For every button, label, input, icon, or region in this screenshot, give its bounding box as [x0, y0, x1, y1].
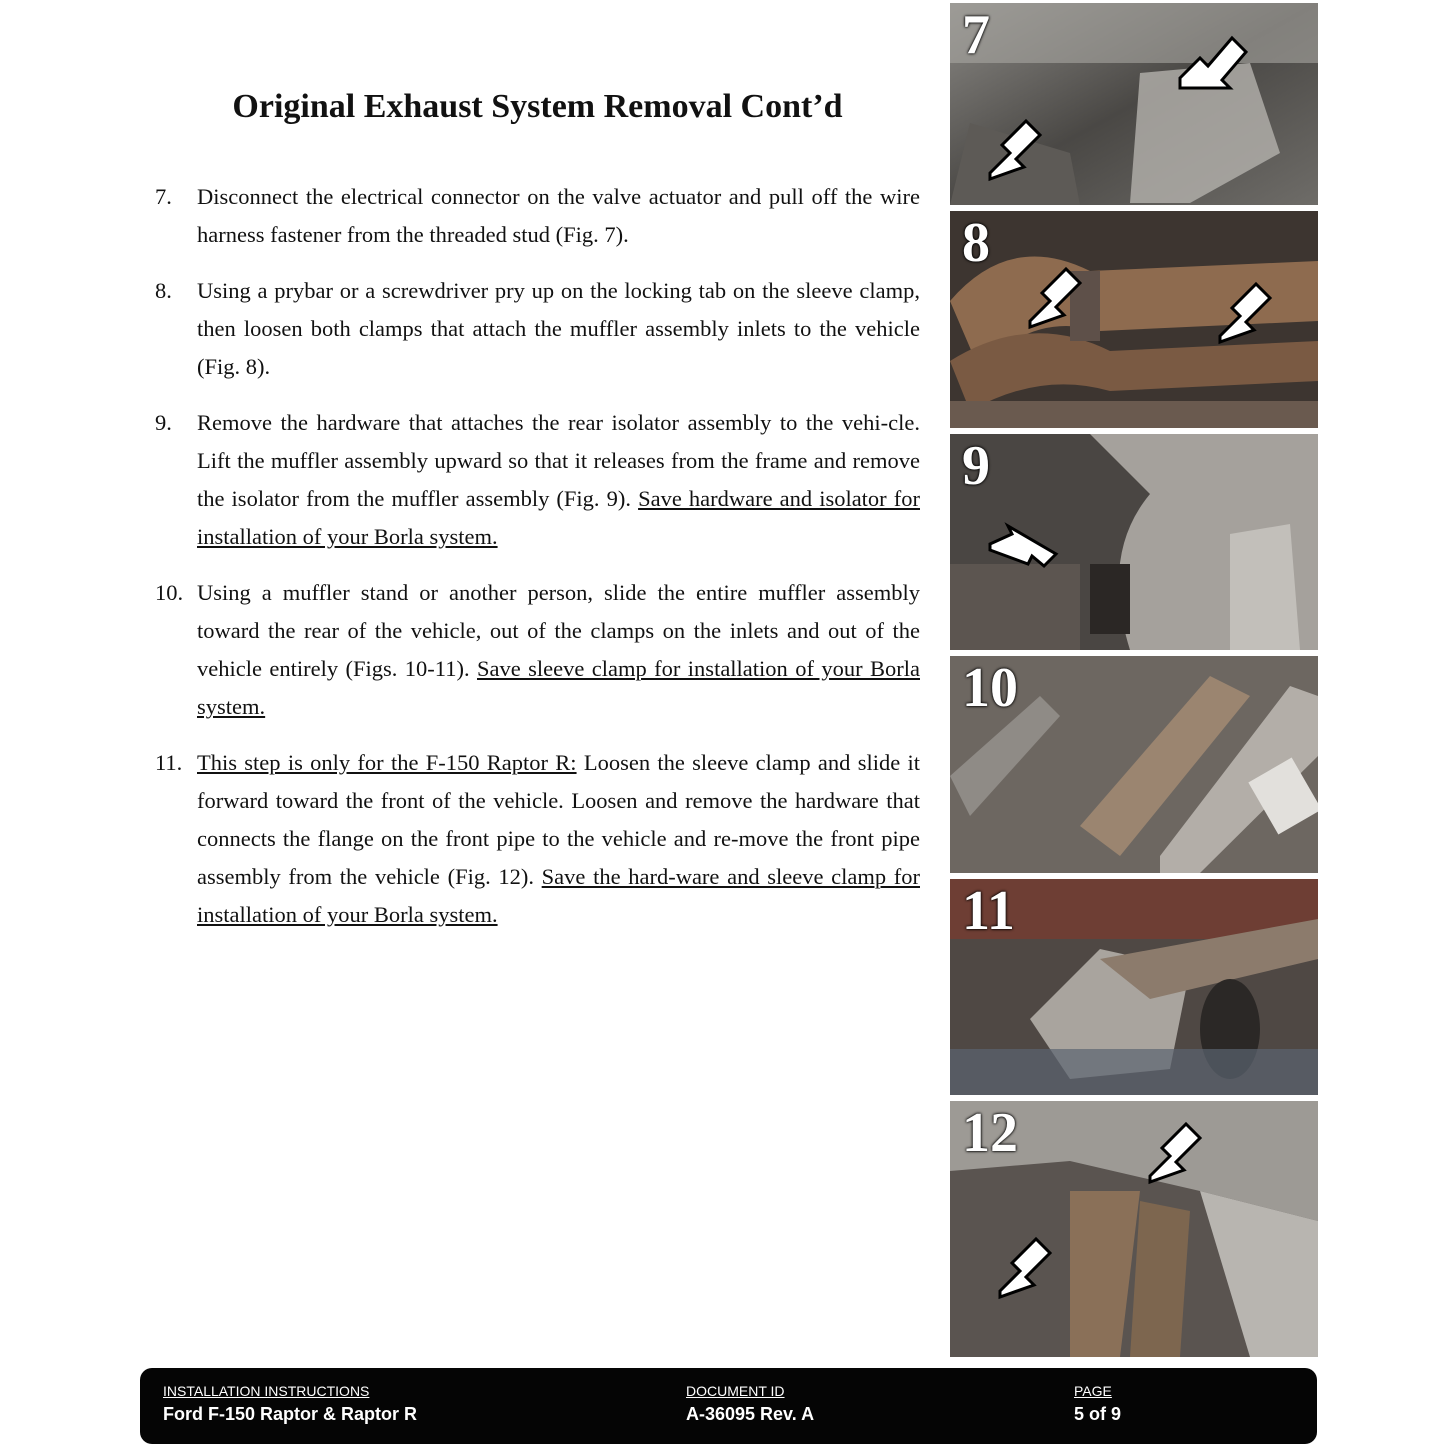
document-label: DOCUMENT ID [686, 1383, 785, 1399]
installation-label: INSTALLATION INSTRUCTIONS [163, 1383, 370, 1399]
step-item [155, 404, 920, 556]
figure-12-label: 12 [962, 1102, 1018, 1164]
page-title: Original Exhaust System Removal Cont’d [232, 88, 843, 125]
save-note: Save sleeve clamp for installation of your Borla system. [197, 656, 920, 719]
figure-7-label: 7 [962, 4, 990, 66]
step-text: Disconnect the electrical connector on the valve actuator and pull off the wire harness fastener from the threaded stud (Fig. 7). [197, 184, 920, 247]
save-note: Save the hard-ware and sleeve clamp for installation of your Borla system. [197, 864, 920, 927]
step-number: 10. [155, 580, 184, 605]
save-note: Save hardware and isolator for installation of your Borla system. [197, 486, 920, 549]
step-number: 11. [155, 750, 183, 775]
step-text: This step is only for the F-150 Raptor R: Loosen the sleeve clamp and slide it forward toward the front of the vehicle. Loosen and remove the hardware that connects the flange on the front pipe to the vehicle and re-move the front pipe assembly from the vehicle (Fig. 12). Save the hard-ware and sleeve clamp for installation of your Borla system. [197, 750, 920, 927]
installation-value: Ford F-150 Raptor & Raptor R [163, 1404, 418, 1424]
step-number: 7. [155, 184, 172, 209]
figure-8-image [950, 211, 1318, 428]
step-text: Remove the hardware that attaches the rear isolator assembly to the vehi-cle. Lift the muffler assembly upward so that it releases from the frame and remove the isolator from the muffler assembly (Fig. 9). Save hardware and isolator for installation of your Borla system. [197, 410, 920, 549]
step-number: 8. [155, 278, 172, 303]
figure-12-photo [950, 1101, 1318, 1357]
raptor-r-note: This step is only for the F-150 Raptor R: [197, 750, 577, 775]
figure-8-label: 8 [962, 212, 990, 274]
figure-9-photo [950, 434, 1318, 650]
page-label: PAGE [1074, 1383, 1112, 1399]
figure-7-photo [950, 3, 1318, 205]
step-item [155, 178, 920, 254]
footer-document [686, 1382, 814, 1428]
figure-11-photo [950, 879, 1318, 1095]
figure-8-photo [950, 211, 1318, 428]
step-text: Using a prybar or a screwdriver pry up on the locking tab on the sleeve clamp, then loosen both clamps that attach the muffler assembly inlets to the vehicle (Fig. 8). [197, 278, 920, 379]
step-number: 9. [155, 410, 172, 435]
footer-page [1074, 1382, 1121, 1428]
step-list [155, 178, 920, 952]
page-value: 5 of 9 [1074, 1404, 1122, 1424]
figure-9-image [950, 434, 1318, 650]
figure-11-label: 11 [962, 880, 1015, 942]
step-item [155, 272, 920, 386]
figure-10-photo [950, 656, 1318, 873]
footer-bar [140, 1368, 1317, 1444]
figure-10-label: 10 [962, 657, 1018, 719]
step-item [155, 574, 920, 726]
footer-installation [163, 1382, 417, 1428]
document-value: A-36095 Rev. A [686, 1404, 815, 1424]
figure-7-image [950, 3, 1318, 205]
figure-9-label: 9 [962, 435, 990, 497]
step-item [155, 744, 920, 934]
step-text: Using a muffler stand or another person, slide the entire muffler assembly toward the rear of the vehicle, out of the clamps on the inlets and out of the vehicle entirely (Figs. 10-11). Save sleeve clamp for installation of your Borla system. [197, 580, 920, 719]
